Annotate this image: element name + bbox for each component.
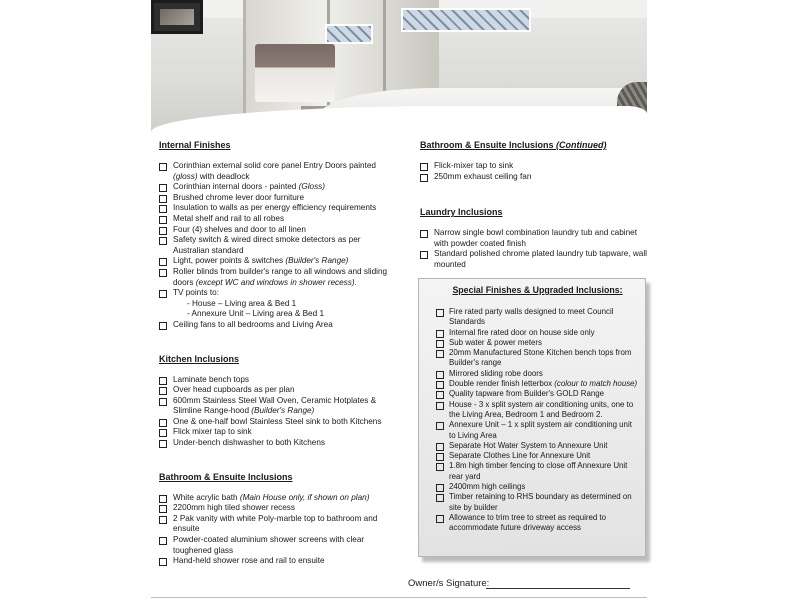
list-item: Sub water & power meters xyxy=(436,338,639,348)
list-item: Quality tapware from Builder's GOLD Range xyxy=(436,389,639,399)
list-item: Flick-mixer tap to sink xyxy=(420,161,648,172)
list-item: 250mm exhaust ceiling fan xyxy=(420,172,648,183)
list-item: Fire rated party walls designed to meet Council Standards xyxy=(436,307,639,328)
laundry-section xyxy=(420,206,648,270)
right-column xyxy=(420,139,648,293)
list-item: Safety switch & wired direct smoke detectors as per Australian standard xyxy=(159,235,394,256)
list-item: Narrow single bowl combination laundry tub and cabinet with powder coated finish xyxy=(420,228,648,249)
list-item: Allowance to trim tree to street as required to accommodate future driveway access xyxy=(436,513,639,534)
list-item: Internal fire rated door on house side only xyxy=(436,328,639,338)
list-item: 2200mm high tiled shower recess xyxy=(159,503,394,514)
signature-line[interactable] xyxy=(486,588,630,589)
list-item: Powder-coated aluminium shower screens with clear toughened glass xyxy=(159,535,394,556)
bathroom-list xyxy=(159,493,394,567)
list-item: Light, power points & switches (Builder's Range) xyxy=(159,256,394,267)
bathroom-section xyxy=(159,471,394,567)
list-item: Ceiling fans to all bedrooms and Living Area xyxy=(159,320,394,331)
list-item: 600mm Stainless Steel Wall Oven, Ceramic Hotplates & Slimline Range-hood (Builder's Range) xyxy=(159,396,394,417)
list-item: Timber retaining to RHS boundary as determined on site by builder xyxy=(436,492,639,513)
list-item: White acrylic bath (Main House only, if shown on plan) xyxy=(159,493,394,504)
owner-signature-label: Owner/s Signature: xyxy=(408,578,490,589)
list-item: Double render finish letterbox (colour to match house) xyxy=(436,379,639,389)
laundry-list xyxy=(420,228,648,270)
tv-sub-item: - Annexure Unit – Living area & Bed 1 xyxy=(187,309,324,319)
list-item: 20mm Manufactured Stone Kitchen bench tops from Builder's range xyxy=(436,348,639,369)
list-item: 1.8m high timber fencing to close off Annexure Unit rear yard xyxy=(436,461,639,482)
list-item: Corinthian internal doors - painted (Gloss) xyxy=(159,182,394,193)
list-item: Corinthian external solid core panel Entry Doors painted (gloss) with deadlock xyxy=(159,161,394,182)
list-item: 2 Pak vanity with white Poly-marble top to bathroom and ensuite xyxy=(159,514,394,535)
internal-finishes-heading: Internal Finishes xyxy=(159,140,231,150)
bathroom-continued-section xyxy=(420,139,648,182)
special-finishes-box xyxy=(418,278,646,557)
list-item: Separate Clothes Line for Annexure Unit xyxy=(436,451,639,461)
list-item: Over head cupboards as per plan xyxy=(159,385,394,396)
list-item: Standard polished chrome plated laundry tub tapware, wall mounted xyxy=(420,249,648,270)
laundry-heading: Laundry Inclusions xyxy=(420,207,503,218)
list-item: Separate Hot Water System to Annexure Unit xyxy=(436,441,639,451)
special-finishes-list xyxy=(436,307,639,534)
special-finishes-heading: Special Finishes & Upgraded Inclusions: xyxy=(452,285,623,295)
left-column xyxy=(159,139,394,589)
list-item: 2400mm high ceilings xyxy=(436,482,639,492)
list-item: Hand-held shower rose and rail to ensuite xyxy=(159,556,394,567)
list-item: Metal shelf and rail to all robes xyxy=(159,214,394,225)
wall-art xyxy=(151,0,203,34)
list-item: Flick mixer tap to sink xyxy=(159,427,394,438)
divider xyxy=(151,597,647,598)
list-item: House - 3 x split system air conditioning units, one to the Living Area, Bedroom 1 and Bedroom 2. xyxy=(436,400,639,421)
bathroom-continued-list xyxy=(420,161,648,182)
list-item: Brushed chrome lever door furniture xyxy=(159,193,394,204)
list-item: Roller blinds from builder's range to all windows and sliding doors (except WC and windows in shower recess). xyxy=(159,267,394,288)
list-item: Annexure Unit – 1 x split system air conditioning unit to Living Area xyxy=(436,420,639,441)
bathroom-heading: Bathroom & Ensuite Inclusions xyxy=(159,471,293,482)
bathroom-continued-heading: Bathroom & Ensuite Inclusions (Continued) xyxy=(420,140,607,150)
list-item: One & one-half bowl Stainless Steel sink to both Kitchens xyxy=(159,417,394,428)
internal-finishes-list xyxy=(159,161,394,331)
kitchen-section xyxy=(159,353,394,449)
list-item: Under-bench dishwasher to both Kitchens xyxy=(159,438,394,449)
list-item: Mirrored sliding robe doors xyxy=(436,369,639,379)
list-item: Insulation to walls as per energy efficiency requirements xyxy=(159,203,394,214)
tv-sub-item: - House – Living area & Bed 1 xyxy=(187,298,297,308)
list-item: Laminate bench tops xyxy=(159,375,394,386)
kitchen-list xyxy=(159,375,394,449)
internal-finishes-section xyxy=(159,139,394,331)
list-item: TV points to: xyxy=(159,288,394,299)
list-item: Four (4) shelves and door to all linen xyxy=(159,225,394,236)
kitchen-heading: Kitchen Inclusions xyxy=(159,353,240,364)
